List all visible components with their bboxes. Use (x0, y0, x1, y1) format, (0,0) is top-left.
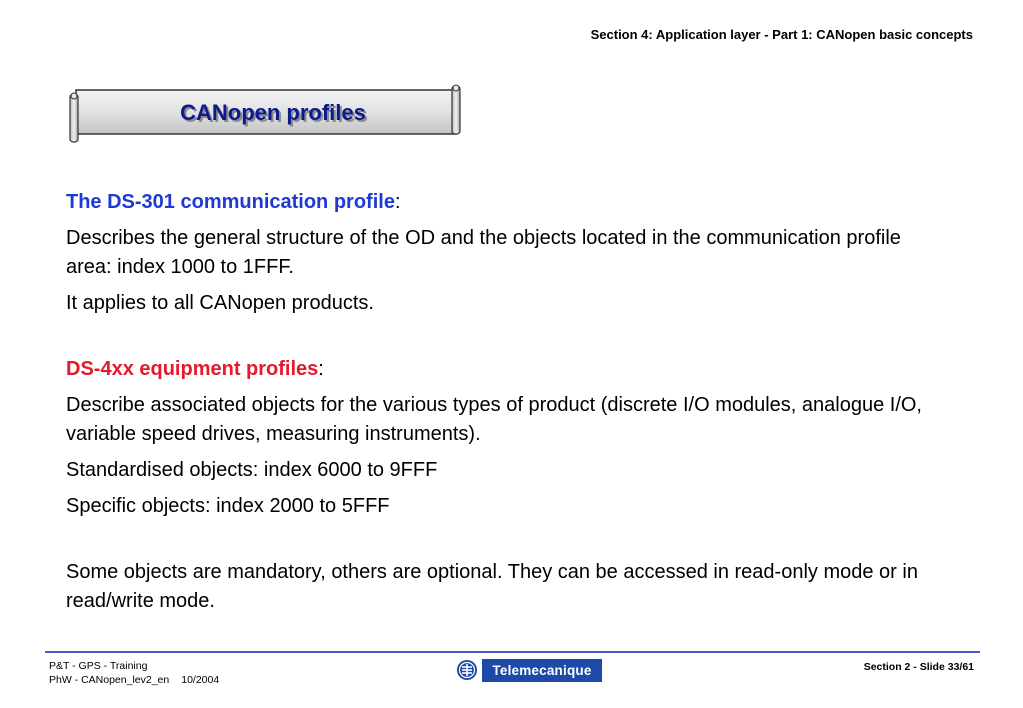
ds301-heading-line (66, 188, 946, 217)
title-banner (66, 84, 464, 146)
ds4xx-heading: DS-4xx equipment profiles (66, 358, 319, 380)
footer-line1: P&T - GPS - Training (49, 660, 148, 672)
logo-wordmark: Telemecanique (482, 659, 602, 682)
header-title: Section 4: Application layer - Part 1: CANopen basic concepts (590, 27, 973, 42)
ds4xx-heading-line (66, 355, 946, 384)
ds301-colon: : (394, 191, 401, 213)
footer-line2-row (49, 673, 219, 687)
closing-note: Some objects are mandatory, others are optional. They can be accessed in read-only mode or in read/write mode. (66, 561, 918, 612)
slide-number: Section 2 - Slide 33/61 (863, 661, 974, 673)
slide-body (66, 188, 946, 623)
footer-date: 10/2004 (181, 674, 220, 686)
ds4xx-description: Describe associated objects for the various types of product (discrete I/O modules, analogue I/O, variable speed drives, measuring instruments). (66, 394, 922, 445)
footer-divider (45, 651, 980, 653)
ds301-description: Describes the general structure of the OD and the objects located in the communication profile area: index 1000 to 1FFF. (66, 227, 901, 278)
ds301-applies: It applies to all CANopen products. (66, 292, 374, 314)
ds4xx-standardised: Standardised objects: index 6000 to 9FFF (66, 459, 438, 481)
ds4xx-specific: Specific objects: index 2000 to 5FFF (66, 495, 390, 517)
slide-title: CANopen profiles (180, 100, 366, 125)
telemecanique-logo (456, 659, 602, 682)
ds4xx-colon: : (318, 358, 324, 380)
ds301-heading: The DS-301 communication profile (66, 191, 395, 213)
footer-info (49, 659, 219, 687)
telemecanique-logo-icon (456, 659, 478, 681)
footer-line2: PhW - CANopen_lev2_en (49, 674, 170, 686)
